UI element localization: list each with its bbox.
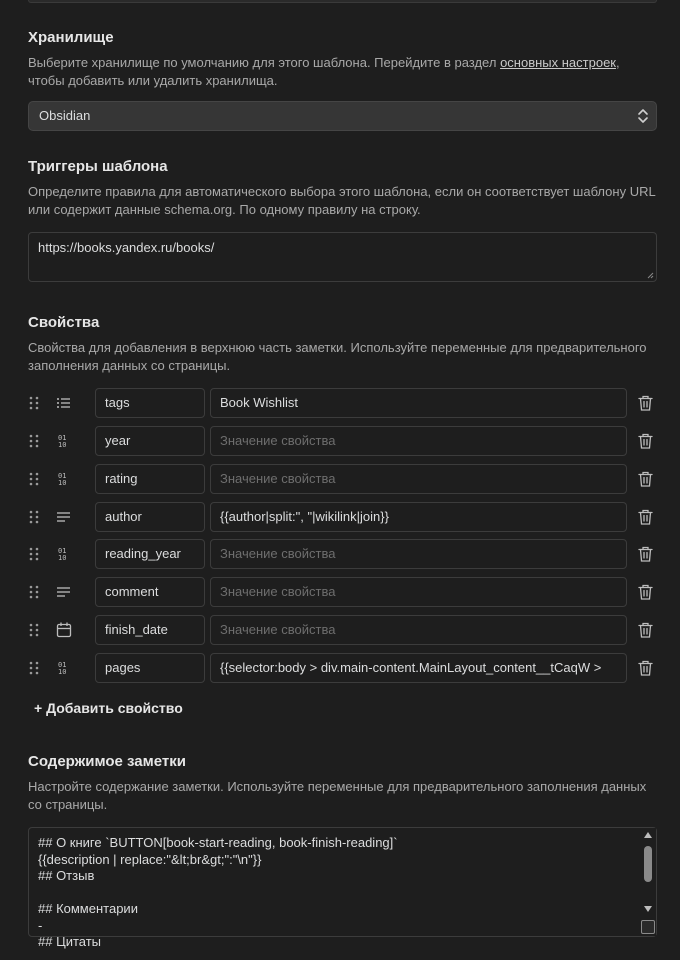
main-settings-link[interactable]: основных настроек [500,55,616,70]
chevron-up-down-icon [636,108,650,124]
trash-icon[interactable] [638,509,653,525]
scrollbar-thumb[interactable] [644,846,652,882]
number-icon[interactable] [56,470,72,488]
note-content-textarea[interactable] [28,827,657,949]
properties-title: Свойства [28,314,100,331]
property-value-input[interactable]: {{selector:body > div.main-content.MainLayout_content__tCaqW > [210,653,627,683]
property-name-input[interactable]: pages [95,653,205,683]
property-value-input[interactable]: Значение свойства [210,577,627,607]
trash-icon[interactable] [638,546,653,562]
property-row [28,577,657,607]
svg-text:10: 10 [58,479,67,487]
number-icon[interactable] [56,545,72,563]
drag-handle-icon[interactable] [28,433,40,449]
trash-icon[interactable] [638,660,653,676]
triggers-textarea[interactable] [28,232,657,282]
calendar-icon[interactable] [56,621,72,639]
trash-icon[interactable] [638,622,653,638]
note-content-section [28,752,657,814]
drag-handle-icon[interactable] [28,546,40,562]
text-icon[interactable] [56,583,72,601]
svg-text:01: 01 [58,547,67,555]
triggers-description: Определите правила для автоматического выбора этого шаблона, если он соответствует шаблону URL или содержит данные schema.org. По одному правилу на строку. [28,184,656,217]
trash-icon[interactable] [638,433,653,449]
scroll-down-arrow-icon[interactable] [644,906,652,912]
triggers-title: Триггеры шаблона [28,158,168,175]
property-value-input[interactable]: {{author|split:", "|wikilink|join}} [210,502,627,532]
property-name-input[interactable]: author [95,502,205,532]
property-name-input[interactable]: rating [95,464,205,494]
property-name-input[interactable]: reading_year [95,539,205,569]
previous-section-edge [28,0,657,3]
add-property-button[interactable]: + Добавить свойство [34,700,183,716]
property-name-input[interactable]: comment [95,577,205,607]
triggers-value: https://books.yandex.ru/books/ [38,240,215,255]
note-content-scrollbar[interactable] [640,828,656,936]
svg-text:10: 10 [58,441,67,449]
property-row [28,426,657,456]
property-value-input[interactable]: Book Wishlist [210,388,627,418]
note-content-value: ## О книге `BUTTON[book-start-reading, book-finish-reading]` {{description | replace:"&lt;br&gt;":"\n"}} ## Отзыв ## Комментарии - ## Цитаты [38,835,398,949]
svg-text:01: 01 [58,434,67,442]
number-icon[interactable] [56,432,72,450]
property-row [28,539,657,569]
number-icon[interactable] [56,659,72,677]
drag-handle-icon[interactable] [28,622,40,638]
property-value-input[interactable]: Значение свойства [210,426,627,456]
text-icon[interactable] [56,508,72,526]
storage-select[interactable] [28,101,657,131]
property-row [28,388,657,418]
resize-handle-icon[interactable] [647,272,654,279]
property-value-input[interactable]: Значение свойства [210,615,627,645]
storage-title: Хранилище [28,29,114,46]
properties-description: Свойства для добавления в верхнюю часть заметки. Используйте переменные для предварительного заполнения данных со страницы. [28,340,647,373]
property-name-input[interactable]: year [95,426,205,456]
storage-desc-text-end: , чтобы добавить или удалить хранилища. [28,55,620,88]
property-name-input[interactable]: finish_date [95,615,205,645]
scroll-up-arrow-icon[interactable] [644,832,652,838]
svg-text:10: 10 [58,554,67,562]
note-content-description: Настройте содержание заметки. Используйте переменные для предварительного заполнения данных со страницы. [28,779,647,812]
properties-section [28,313,657,375]
property-value-input[interactable]: Значение свойства [210,464,627,494]
drag-handle-icon[interactable] [28,584,40,600]
note-content-title: Содержимое заметки [28,753,186,770]
property-row [28,502,657,532]
storage-description [28,54,657,90]
trash-icon[interactable] [638,584,653,600]
property-name-input[interactable]: tags [95,388,205,418]
svg-text:01: 01 [58,661,67,669]
drag-handle-icon[interactable] [28,395,40,411]
property-row [28,653,657,683]
svg-text:01: 01 [58,472,67,480]
trash-icon[interactable] [638,471,653,487]
storage-section [28,28,657,90]
svg-text:10: 10 [58,668,67,676]
property-value-input[interactable]: Значение свойства [210,539,627,569]
drag-handle-icon[interactable] [28,471,40,487]
triggers-section [28,157,657,219]
resize-grip-icon[interactable] [641,920,655,934]
list-icon[interactable] [56,394,72,412]
trash-icon[interactable] [638,395,653,411]
drag-handle-icon[interactable] [28,509,40,525]
storage-desc-text: Выберите хранилище по умолчанию для этого шаблона. Перейдите в раздел [28,55,501,70]
property-row [28,615,657,645]
drag-handle-icon[interactable] [28,660,40,676]
property-row [28,464,657,494]
storage-select-value: Obsidian [39,108,91,123]
